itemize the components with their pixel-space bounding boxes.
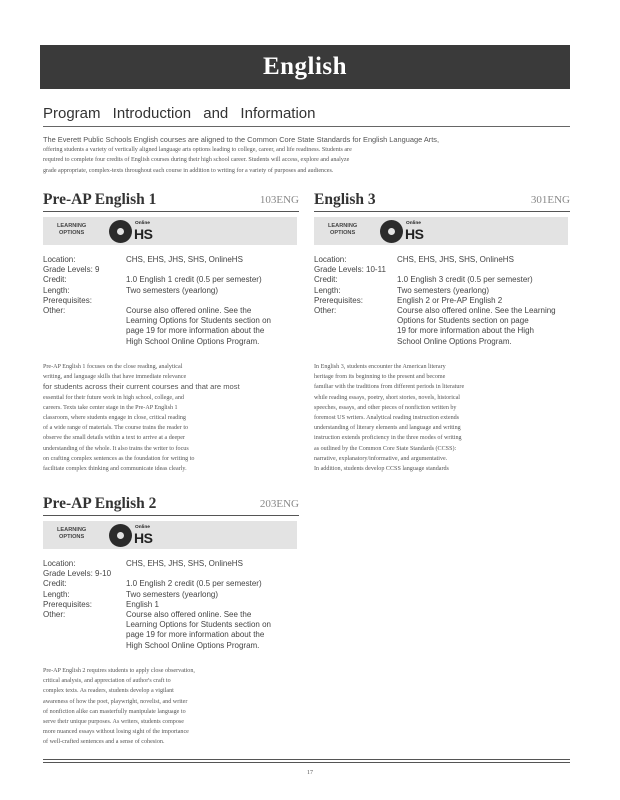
description-line: more nuanced essays without losing sight of the importance (43, 729, 189, 736)
detail-row (43, 610, 299, 620)
detail-value: CHS, EHS, JHS, SHS, OnlineHS (397, 255, 514, 264)
description-line: understanding of literary elements and language and writing (314, 425, 461, 432)
learning-options-bar (314, 217, 568, 245)
description-line: observe the small details within a text to arrive at a deeper (43, 435, 185, 442)
description-line: of well-crafted sentences and a sense of cohesion. (43, 739, 165, 746)
detail-label: Credit: (43, 275, 67, 285)
description-line: In addition, students develop CCSS language standards (314, 466, 449, 473)
description-line: for students across their current courses and that are most (43, 382, 240, 392)
detail-value: 1.0 English 2 credit (0.5 per semester) (126, 579, 262, 589)
detail-row (314, 306, 570, 316)
detail-row (43, 337, 299, 347)
detail-label: Length: (314, 285, 341, 295)
description-line: facilitate complex thinking and communicate ideas clearly. (43, 466, 187, 473)
intro-line: grade appropriate, complex-texts throughout each course in addition to writing for a variety of purposes and audiences. (43, 167, 334, 174)
detail-row (314, 265, 570, 275)
online-hs-logo-ring-icon (115, 530, 126, 541)
detail-value: Two semesters (yearlong) (126, 285, 219, 295)
description-line: heritage from its beginning to the present and become (314, 374, 446, 381)
detail-label: Other: (43, 306, 66, 316)
learning-options-label (57, 527, 86, 541)
program-intro (43, 135, 570, 176)
learning-options-line: LEARNING (57, 223, 87, 229)
detail-value: page 19 for more information about the (126, 630, 265, 640)
course-code: 103ENG (259, 194, 299, 206)
course-description (43, 362, 299, 474)
detail-value: Two semesters (yearlong) (126, 589, 219, 599)
course-card (43, 191, 299, 473)
detail-value: English 1 (126, 599, 159, 609)
course-details (43, 559, 299, 651)
detail-value (397, 265, 570, 275)
course-code: 203ENG (259, 498, 299, 510)
detail-value: 1.0 English 1 credit (0.5 per semester) (126, 275, 262, 285)
detail-row (43, 559, 299, 569)
course-card (43, 495, 299, 746)
online-hs-logo-ring-icon (386, 226, 397, 237)
detail-label: Length: (43, 285, 70, 295)
learning-options-label (57, 223, 86, 237)
detail-value: page 19 for more information about the (126, 326, 265, 336)
detail-label (43, 620, 126, 630)
detail-value: English 2 or Pre-AP English 2 (397, 295, 503, 305)
online-label: Online (135, 525, 150, 530)
detail-label (43, 641, 126, 651)
hs-label: HS (134, 226, 153, 242)
description-line: understanding of the whole. It also trains the writer to focus (43, 445, 189, 452)
detail-label: Other: (43, 610, 66, 620)
detail-label: Other: (314, 306, 337, 316)
learning-options-line: OPTIONS (59, 534, 85, 540)
description-line: In English 3, students encounter the American literary (314, 364, 446, 370)
page-number: 17 (307, 770, 313, 776)
detail-row (314, 316, 570, 326)
learning-options-line: OPTIONS (330, 230, 356, 236)
detail-row (43, 255, 299, 265)
detail-row (43, 630, 299, 640)
detail-row (314, 337, 570, 347)
detail-value: Course also offered online. See the (126, 306, 252, 316)
detail-row (43, 316, 299, 326)
intro-line: offering students a variety of vertically aligned language arts options leading to college, career, and life readiness. Students are (43, 147, 352, 154)
description-line: essential for their future work in high school, college, and (43, 394, 184, 401)
description-line: familiar with the traditions from different periods in literature (314, 384, 465, 391)
section-title: English (262, 53, 348, 80)
detail-row (43, 286, 299, 296)
detail-value: Course also offered online. See the Learning (397, 306, 556, 316)
learning-options-bar (43, 521, 297, 549)
learning-options-line: OPTIONS (59, 230, 85, 236)
detail-row (314, 286, 570, 296)
online-label: Online (135, 221, 150, 226)
detail-value: Learning Options for Students section on (126, 316, 271, 326)
course-details (314, 255, 570, 347)
description-line: as outlined by the Common Core State Standards (CCSS): (314, 445, 457, 452)
section-banner (40, 45, 570, 89)
detail-value: Learning Options for Students section on (126, 620, 271, 630)
learning-options-label (328, 223, 357, 237)
course-title: Pre-AP English 1 (43, 191, 157, 208)
detail-row (43, 326, 299, 336)
footer-rule-top (43, 759, 570, 760)
description-line: speeches, essays, and other pieces of nonfiction written by (314, 404, 457, 411)
program-title: Program Introduction and Information (43, 105, 316, 122)
detail-row (43, 590, 299, 600)
detail-label (43, 326, 126, 336)
description-line: Pre-AP English 2 requires students to apply close observation, (43, 668, 195, 674)
course-code: 301ENG (530, 194, 570, 206)
detail-row (43, 569, 299, 579)
detail-value: Two semesters (yearlong) (397, 285, 490, 295)
course-card (314, 191, 570, 473)
course-header (43, 191, 299, 209)
detail-label: Location: (43, 255, 76, 264)
detail-value: Course also offered online. See the (126, 610, 252, 620)
description-line: of nonfiction alike can masterfully manipulate language to (43, 708, 186, 715)
detail-row (314, 296, 570, 306)
description-line: complex texts. As readers, students develop a vigilant (43, 688, 174, 695)
description-line: Pre-AP English 1 focuses on the close reading, analytical (43, 364, 183, 370)
course-divider (314, 211, 570, 212)
course-details (43, 255, 299, 347)
course-header (43, 495, 299, 513)
detail-label: Prerequisites: (43, 599, 92, 609)
footer-rule-bottom (43, 762, 570, 763)
detail-row (43, 275, 299, 285)
detail-value: School Online Options Program. (397, 336, 512, 346)
detail-row (43, 579, 299, 589)
course-description (314, 362, 570, 474)
learning-options-line: LEARNING (328, 223, 358, 229)
detail-row (43, 620, 299, 630)
detail-label (314, 326, 397, 336)
detail-label (43, 316, 126, 326)
detail-label: Grade Levels: 10-11 (314, 265, 386, 275)
learning-options-bar (43, 217, 297, 245)
detail-label (314, 337, 397, 347)
detail-label: Credit: (314, 275, 338, 285)
description-line: of a wide range of materials. The course trains the reader to (43, 425, 189, 432)
detail-value: High School Online Options Program. (126, 336, 260, 346)
course-title: English 3 (314, 191, 376, 208)
description-line: serve their unique purposes. As writers, students compose (43, 719, 184, 726)
detail-label: Prerequisites: (314, 295, 363, 305)
online-hs-logo-ring-icon (115, 226, 126, 237)
detail-row (314, 275, 570, 285)
detail-label: Prerequisites: (43, 295, 92, 305)
intro-line: required to complete four credits of English courses during their high school career. Students will access, explore and analyze (43, 157, 350, 164)
detail-label: Credit: (43, 579, 67, 589)
description-line: writing, and language skills that have immediate relevance (43, 374, 187, 381)
detail-value (126, 296, 299, 306)
description-line: foremost US writers. Analytical reading instruction extends (314, 415, 460, 422)
hs-label: HS (405, 226, 424, 242)
detail-value (126, 265, 299, 275)
hs-label: HS (134, 530, 153, 546)
online-label: Online (406, 221, 421, 226)
detail-label (43, 630, 126, 640)
description-line: narrative, explanatory/informative, and argumentative. (314, 455, 448, 462)
detail-row (43, 296, 299, 306)
detail-row (43, 265, 299, 275)
detail-row (314, 326, 570, 336)
detail-value: Options for Students section on page (397, 316, 529, 326)
detail-row (43, 600, 299, 610)
learning-options-line: LEARNING (57, 527, 87, 533)
detail-row (43, 306, 299, 316)
detail-value: 19 for more information about the High (397, 326, 534, 336)
course-title: Pre-AP English 2 (43, 495, 157, 512)
description-line: awareness of how the poet, playwright, novelist, and writer (43, 698, 188, 705)
description-line: critical analysis, and appreciation of author's craft to (43, 678, 171, 685)
description-line: on crafting complex sentences as the foundation for writing to (43, 455, 195, 462)
course-header (314, 191, 570, 209)
description-line: careers. Texts take center stage in the Pre-AP English 1 (43, 404, 178, 411)
detail-value: CHS, EHS, JHS, SHS, OnlineHS (126, 255, 243, 264)
detail-value: 1.0 English 3 credit (0.5 per semester) (397, 275, 533, 285)
detail-label: Length: (43, 589, 70, 599)
detail-label: Location: (43, 559, 76, 568)
detail-label: Grade Levels: 9-10 (43, 569, 112, 579)
description-line: instruction extends proficiency in the three modes of writing (314, 435, 462, 442)
description-line: while reading essays, poetry, short stories, novels, historical (314, 394, 460, 401)
detail-label: Location: (314, 255, 347, 264)
course-divider (43, 211, 299, 212)
course-description (43, 666, 299, 748)
detail-value: CHS, EHS, JHS, SHS, OnlineHS (126, 559, 243, 568)
program-divider (43, 126, 570, 127)
detail-value: High School Online Options Program. (126, 640, 260, 650)
description-line: classroom, where students engage in close, critical reading (43, 415, 186, 422)
detail-label (314, 316, 397, 326)
intro-lead: The Everett Public Schools English courses are aligned to the Common Core State Standards for English Language Arts, (43, 135, 440, 144)
course-divider (43, 515, 299, 516)
detail-row (43, 641, 299, 651)
detail-label (43, 337, 126, 347)
detail-label: Grade Levels: 9 (43, 265, 100, 275)
detail-row (314, 255, 570, 265)
detail-value (126, 569, 299, 579)
